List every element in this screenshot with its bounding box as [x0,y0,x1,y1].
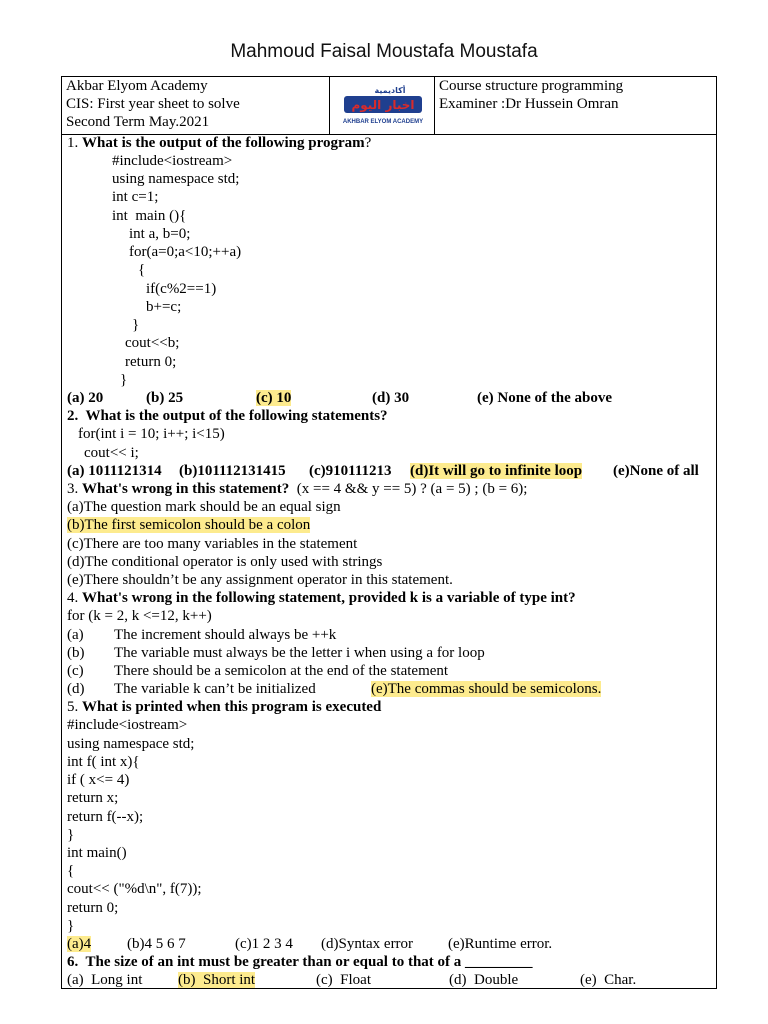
q2-code-line: cout<< i; [84,445,139,461]
q3-option-b-answer: (b)The first semicolon should be a colon [67,517,311,533]
q1-title: 1. What is the output of the following program? [67,135,372,151]
q5-code-line: } [67,827,75,843]
q1-code-line: b+=c; [146,299,182,315]
q3-option-a: (a)The question mark should be an equal sign [67,499,341,515]
q2-title: 2. What is the output of the following statements? [67,408,388,424]
q2-option-d-answer: (d)It will go to infinite loop [410,463,583,479]
q4-option-d-label: (d) [67,681,85,697]
header-course-info [435,77,716,134]
q5-code-line: #include<iostream> [67,717,188,733]
q1-code-line: for(a=0;a<10;++a) [129,244,242,260]
q6-option-b-answer: (b) Short int [178,972,256,988]
q6-option-e: (e) Char. [580,972,637,988]
q5-option-e: (e)Runtime error. [448,936,553,952]
q1-code-line: int a, b=0; [129,226,191,242]
q4-option-a-label: (a) [67,627,84,643]
q6-title: 6. The size of an int must be greater than or equal to that of a _________ [67,954,533,970]
q4-statement: for (k = 2, k <=12, k++) [67,608,212,624]
exam-sheet [61,76,717,989]
svg-text:اخبار اليوم: اخبار اليوم [351,98,415,112]
academy-name: Akbar Elyom Academy [66,78,208,94]
q5-code-line: int f( int x){ [67,754,140,770]
q1-code-line: #include<iostream> [112,153,233,169]
q6-option-d: (d) Double [449,972,519,988]
q1-option-b: (b) 25 [146,390,184,406]
q5-code-line: } [67,918,75,934]
q5-title: 5. What is printed when this program is executed [67,699,382,715]
q1-code-line: return 0; [125,354,177,370]
q1-code-line: int c=1; [112,189,159,205]
q2-option-c: (c)910111213 [309,463,392,479]
q2-option-b: (b)101112131415 [179,463,286,479]
q5-code-line: cout<< ("%d\n", f(7)); [67,881,202,897]
q1-option-a: (a) 20 [67,390,104,406]
q5-code-line: if ( x<= 4) [67,772,130,788]
q4-option-b-text: The variable must always be the letter i when using a for loop [114,645,485,661]
q5-option-d: (d)Syntax error [321,936,414,952]
q1-option-d: (d) 30 [372,390,410,406]
q5-code-line: return 0; [67,900,119,916]
q1-code-line: } [120,372,128,388]
q4-option-c-label: (c) [67,663,84,679]
q4-option-d-text: The variable k can’t be initialized [114,681,316,697]
header-logo-cell [330,77,435,134]
q1-code-line: if(c%2==1) [146,281,217,297]
q4-option-a-text: The increment should always be ++k [114,627,337,643]
q5-option-c: (c)1 2 3 4 [235,936,293,952]
q3-option-e: (e)There shouldn’t be any assignment operator in this statement. [67,572,453,588]
q5-code-line: return x; [67,790,119,806]
q5-option-a-answer: (a)4 [67,936,92,952]
q1-code-line: { [138,262,146,278]
q2-code-line: for(int i = 10; i++; i<15) [78,426,225,442]
q3-option-c: (c)There are too many variables in the statement [67,536,358,552]
exam-header [62,77,716,135]
class-info: CIS: First year sheet to solve [66,96,240,112]
examiner-name: Examiner :Dr Hussein Omran [439,96,619,112]
q6-option-a: (a) Long int [67,972,143,988]
q5-option-b: (b)4 5 6 7 [127,936,186,952]
svg-text:أكاديمية: أكاديمية [374,86,406,95]
q3-option-d: (d)The conditional operator is only used with strings [67,554,383,570]
course-name: Course structure programming [439,78,624,94]
q4-title: 4. What's wrong in the following statement, provided k is a variable of type int? [67,590,576,606]
q1-code-line: using namespace std; [112,171,240,187]
header-academy-info [62,77,330,134]
svg-text:AKHBAR ELYOM ACADEMY: AKHBAR ELYOM ACADEMY [342,119,424,125]
q4-option-c-text: There should be a semicolon at the end of the statement [114,663,449,679]
q1-option-c-answer: (c) 10 [256,390,292,406]
q1-code-line: int main (){ [112,208,187,224]
q6-option-c: (c) Float [316,972,371,988]
academy-logo [340,83,426,127]
q2-option-a: (a) 1011121314 [67,463,162,479]
q1-code-line: cout<<b; [125,335,180,351]
q1-option-e: (e) None of the above [477,390,612,406]
q3-title: 3. What's wrong in this statement? (x == 4 && y == 5) ? (a = 5) ; (b = 6); [67,481,528,497]
q5-code-line: return f(--x); [67,809,144,825]
q5-code-line: int main() [67,845,127,861]
q1-code-line: } [132,317,140,333]
q5-code-line: { [67,863,75,879]
q5-code-line: using namespace std; [67,736,195,752]
document-author: Mahmoud Faisal Moustafa Moustafa [230,41,538,62]
q4-option-e-answer: (e)The commas should be semicolons. [371,681,602,697]
q4-option-b-label: (b) [67,645,85,661]
q2-option-e: (e)None of all [613,463,699,479]
term-info: Second Term May.2021 [66,114,210,130]
